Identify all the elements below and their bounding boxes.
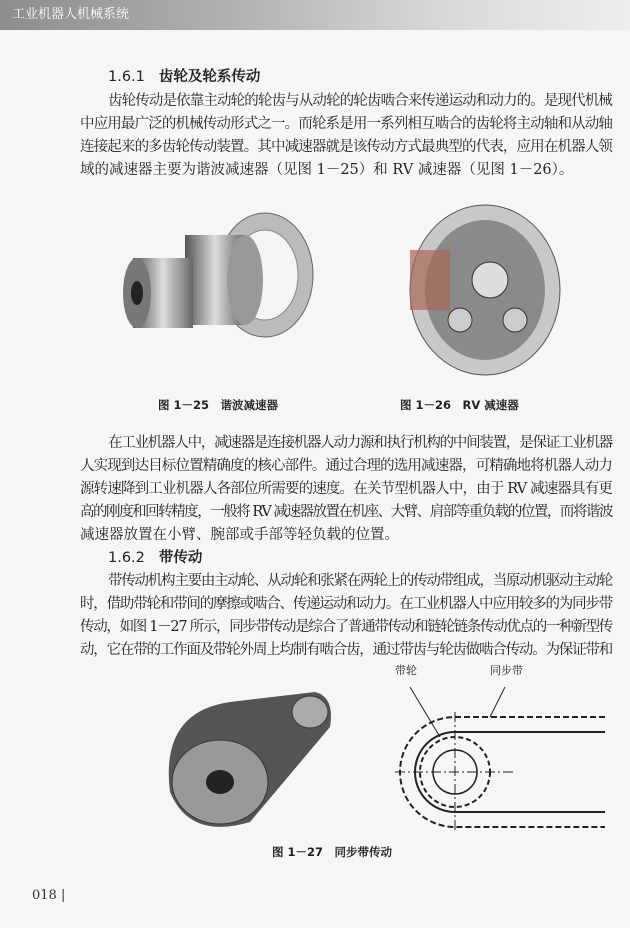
section-number: 1.6.2 <box>108 550 145 566</box>
section-heading-1-6-1 <box>108 67 260 87</box>
harmonic-reducer-image <box>115 200 335 390</box>
section-title: 带传动 <box>158 550 203 566</box>
running-header <box>0 0 630 30</box>
paragraph-line: 连接起来的多齿轮传动装置。其中减速器就是该传动方式最典型的代表，应用在机器人领 <box>80 139 612 155</box>
page-number: 018 | <box>32 888 66 903</box>
section-number: 1.6.1 <box>108 69 145 85</box>
section-title: 齿轮及轮系传动 <box>158 69 261 85</box>
paragraph-line: 在工业机器人中，减速器是连接机器人动力源和执行机构的中间装置，是保证工业机器 <box>108 435 612 451</box>
paragraph-line: 源转速降到工业机器人各部位所需要的速度。在关节型机器人中，由于 RV 减速器具有更 <box>80 481 612 497</box>
paragraph-line: 减速器放置在小臂、腕部或手部等轻负载的位置。 <box>80 527 399 543</box>
paragraph-line: 齿轮传动是依靠主动轮的轮齿与从动轮的轮齿啮合来传递运动和动力的。是现代机械 <box>108 93 612 109</box>
figure-caption-1-27: 图 1－27 同步带传动 <box>272 845 393 859</box>
figure-caption-1-26: 图 1－26 RV 减速器 <box>400 398 519 412</box>
book-title: 工业机器人机械系统 <box>12 7 130 22</box>
rv-reducer-image <box>390 190 570 390</box>
paragraph-line: 动，它在带的工作面及带轮外周上均制有啮合齿，通过带齿与轮齿做啮合传动。为保证带和 <box>80 642 612 658</box>
figure-caption-1-25: 图 1－25 谐波减速器 <box>158 398 279 412</box>
paragraph-line: 中应用最广泛的机械传动形式之一。而轮系是用一系列相互啮合的齿轮将主动轴和从动轴 <box>80 116 612 132</box>
timing-belt-diagram <box>365 672 615 840</box>
paragraph-line: 传动，如图 1－27 所示，同步带传动是综合了普通带传动和链轮链条传动优点的一种新型传 <box>80 619 612 635</box>
label-timing-belt: 同步带 <box>490 664 523 677</box>
paragraph-line: 人实现到达目标位置精确度的核心部件。通过合理的选用减速器，可精确地将机器人动力 <box>80 458 612 474</box>
paragraph-line: 时，借助带轮和带间的摩擦或啮合、传递运动和动力。在工业机器人中应用较多的为同步带 <box>80 596 612 612</box>
paragraph-line: 带传动机构主要由主动轮、从动轮和张紧在两轮上的传动带组成，当原动机驱动主动轮 <box>108 573 612 589</box>
section-heading-1-6-2 <box>108 548 202 568</box>
label-pulley: 带轮 <box>395 664 417 677</box>
timing-belt-photo <box>140 672 340 840</box>
paragraph-line: 域的减速器主要为谐波减速器（见图 1－25）和 RV 减速器（见图 1－26）。 <box>80 162 574 178</box>
paragraph-line: 高的刚度和回转精度，一般将 RV 减速器放置在机座、大臂、肩部等重负载的位置，而将谐波 <box>80 504 612 520</box>
